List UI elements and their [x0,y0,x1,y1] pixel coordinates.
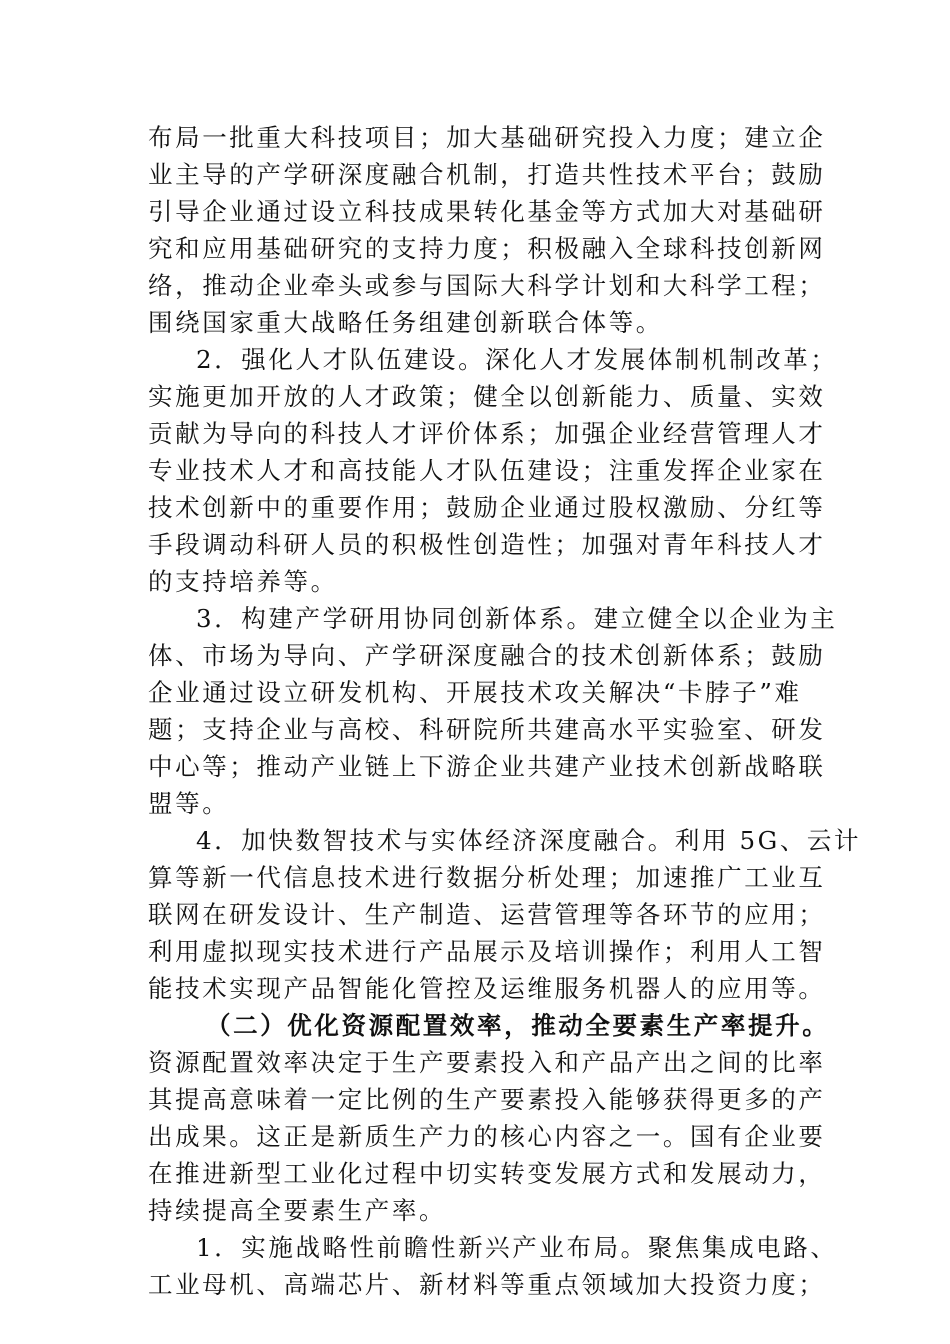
text-line: 联网在研发设计、生产制造、运营管理等各环节的应用； [148,900,826,929]
text-line: 技术创新中的重要作用；鼓励企业通过股权激励、分红等 [148,493,826,522]
text-line: 贡献为导向的科技人才评价体系；加强企业经营管理人才 [148,419,826,448]
paragraph-heading-4: 4．加快数智技术与实体经济深度融合。利用 5G、云计 [196,826,862,855]
text-line: 体、市场为导向、产学研深度融合的技术创新体系；鼓励 [148,641,826,670]
text-line: 企业通过设立研发机构、开展技术攻关解决“卡脖子”难 [148,678,802,707]
text-line: 利用虚拟现实技术进行产品展示及培训操作；利用人工智 [148,937,826,966]
text-line: 引导企业通过设立科技成果转化基金等方式加大对基础研 [148,197,826,226]
text-line: 持续提高全要素生产率。 [148,1196,447,1225]
paragraph-heading-1: 1．实施战略性前瞻性新兴产业布局。聚焦集成电路、 [196,1233,838,1262]
text-line: 算等新一代信息技术进行数据分析处理；加速推广工业互 [148,863,826,892]
text-line: 盟等。 [148,789,230,818]
paragraph-heading-2: 2．强化人才队伍建设。深化人才发展体制机制改革； [196,345,838,374]
text-line: 实施更加开放的人才政策；健全以创新能力、质量、实效 [148,382,826,411]
text-line: 能技术实现产品智能化管控及运维服务机器人的应用等。 [148,974,826,1003]
text-line: 在推进新型工业化过程中切实转变发展方式和发展动力， [148,1159,826,1188]
text-line: 专业技术人才和高技能人才队伍建设；注重发挥企业家在 [148,456,826,485]
text-line: 业主导的产学研深度融合机制，打造共性技术平台；鼓励 [148,160,826,189]
text-line: 资源配置效率决定于生产要素投入和产品产出之间的比率 [148,1048,826,1077]
text-line: 中心等；推动产业链上下游企业共建产业技术创新战略联 [148,752,826,781]
text-line: 围绕国家重大战略任务组建创新联合体等。 [148,308,663,337]
text-line: 的支持培养等。 [148,567,338,596]
text-line: 手段调动科研人员的积极性创造性；加强对青年科技人才 [148,530,826,559]
text-line: 工业母机、高端芯片、新材料等重点领域加大投资力度； [148,1270,826,1299]
text-line: 其提高意味着一定比例的生产要素投入能够获得更多的产 [148,1085,826,1114]
text-line: 究和应用基础研究的支持力度；积极融入全球科技创新网 [148,234,826,263]
text-line: 题；支持企业与高校、科研院所共建高水平实验室、研发 [148,715,826,744]
text-line: 络，推动企业牵头或参与国际大科学计划和大科学工程； [148,271,826,300]
text-line: 出成果。这正是新质生产力的核心内容之一。国有企业要 [148,1122,826,1151]
text-line: 布局一批重大科技项目；加大基础研究投入力度；建立企 [148,123,826,152]
paragraph-heading-3: 3．构建产学研用协同创新体系。建立健全以企业为主 [196,604,838,633]
section-heading: （二）优化资源配置效率，推动全要素生产率提升。 [206,1011,830,1040]
